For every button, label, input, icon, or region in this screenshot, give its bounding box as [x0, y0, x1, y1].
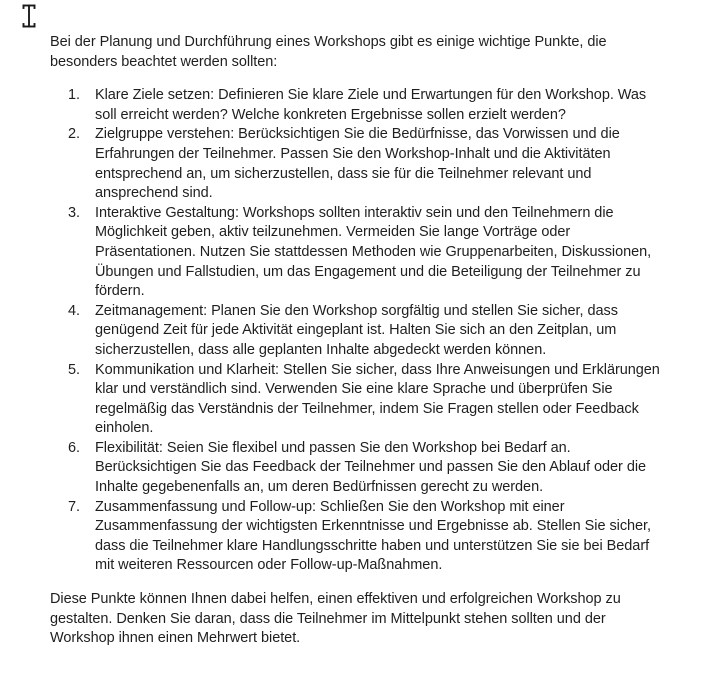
list-item [50, 498, 668, 576]
list-item [50, 125, 668, 203]
list-item-number: 5. [68, 361, 80, 378]
list-item-number: 2. [68, 126, 80, 143]
list-item-number: 4. [68, 302, 80, 319]
list-item-number: 7. [68, 498, 80, 515]
list-item-text: Klare Ziele setzen: Definieren Sie klare Ziele und Erwartungen für den Workshop. Was soll erreicht werden? Welche konkreten Ergebnisse sollen erzielt werden? [95, 87, 647, 123]
list-item [50, 302, 668, 361]
list-item-text: Zielgruppe verstehen: Berücksichtigen Sie die Bedürfnisse, das Vorwissen und die Erfahrungen der Teilnehmer. Passen Sie den Workshop-Inhalt und die Aktivitäten entsprechend an, um sicherzustellen, dass sie für die Teilnehmer relevant und ansprechend sind. [95, 126, 620, 202]
list-item-text: Interaktive Gestaltung: Workshops sollten interaktiv sein und den Teilnehmern die Möglichkeit geben, aktiv teilzunehmen. Vermeiden Sie lange Vorträge oder Präsentationen. Nutzen Sie stattdessen Methoden wie Gruppenarbeiten, Diskussionen, Übungen und Fallstudien, um das Engagement und die Beteiligung der Teilnehmer zu fördern. [95, 204, 652, 300]
text-i-beam-cursor-icon [21, 4, 37, 28]
list-item-number: 1. [68, 87, 80, 104]
workshop-points-list [50, 86, 668, 576]
list-item [50, 86, 668, 125]
intro-paragraph: Bei der Planung und Durchführung eines Workshops gibt es einige wichtige Punkte, die besonders beachtet werden sollten: [50, 34, 607, 70]
list-item-number: 6. [68, 439, 80, 456]
list-item-text: Kommunikation und Klarheit: Stellen Sie sicher, dass Ihre Anweisungen und Erklärungen klar und verständlich sind. Verwenden Sie eine klare Sprache und überprüfen Sie regelmäßig das Verständnis der Teilnehmer, indem Sie Fragen stellen oder Feedback einholen. [95, 361, 660, 437]
list-item [50, 439, 668, 498]
list-item [50, 361, 668, 439]
list-item-text: Zeitmanagement: Planen Sie den Workshop sorgfältig und stellen Sie sicher, dass genügend Zeit für jede Aktivität eingeplant ist. Halten Sie sich an den Zeitplan, um sicherzustellen, dass alle geplanten Inhalte abgedeckt werden können. [95, 302, 618, 358]
list-item [50, 204, 668, 302]
workshop-answer-text [50, 33, 668, 649]
outro-paragraph: Diese Punkte können Ihnen dabei helfen, einen effektiven und erfolgreichen Workshop zu gestalten. Denken Sie daran, dass die Teilnehmer im Mittelpunkt stehen sollten und der Workshop ihnen einen Mehrwert bietet. [50, 591, 621, 647]
list-item-text: Zusammenfassung und Follow-up: Schließen Sie den Workshop mit einer Zusammenfassung der wichtigsten Erkenntnisse und Ergebnisse ab. Stellen Sie sicher, dass die Teilnehmer klare Handlungsschritte haben und unterstützen Sie sie bei Bedarf mit weiteren Ressourcen oder Follow-up-Maßnahmen. [95, 498, 652, 574]
list-item-text: Flexibilität: Seien Sie flexibel und passen Sie den Workshop bei Bedarf an. Berücksichtigen Sie das Feedback der Teilnehmer und passen Sie den Ablauf oder die Inhalte gegebenenfalls an, um deren Bedürfnissen gerecht zu werden. [95, 439, 647, 496]
list-item-number: 3. [68, 204, 80, 221]
